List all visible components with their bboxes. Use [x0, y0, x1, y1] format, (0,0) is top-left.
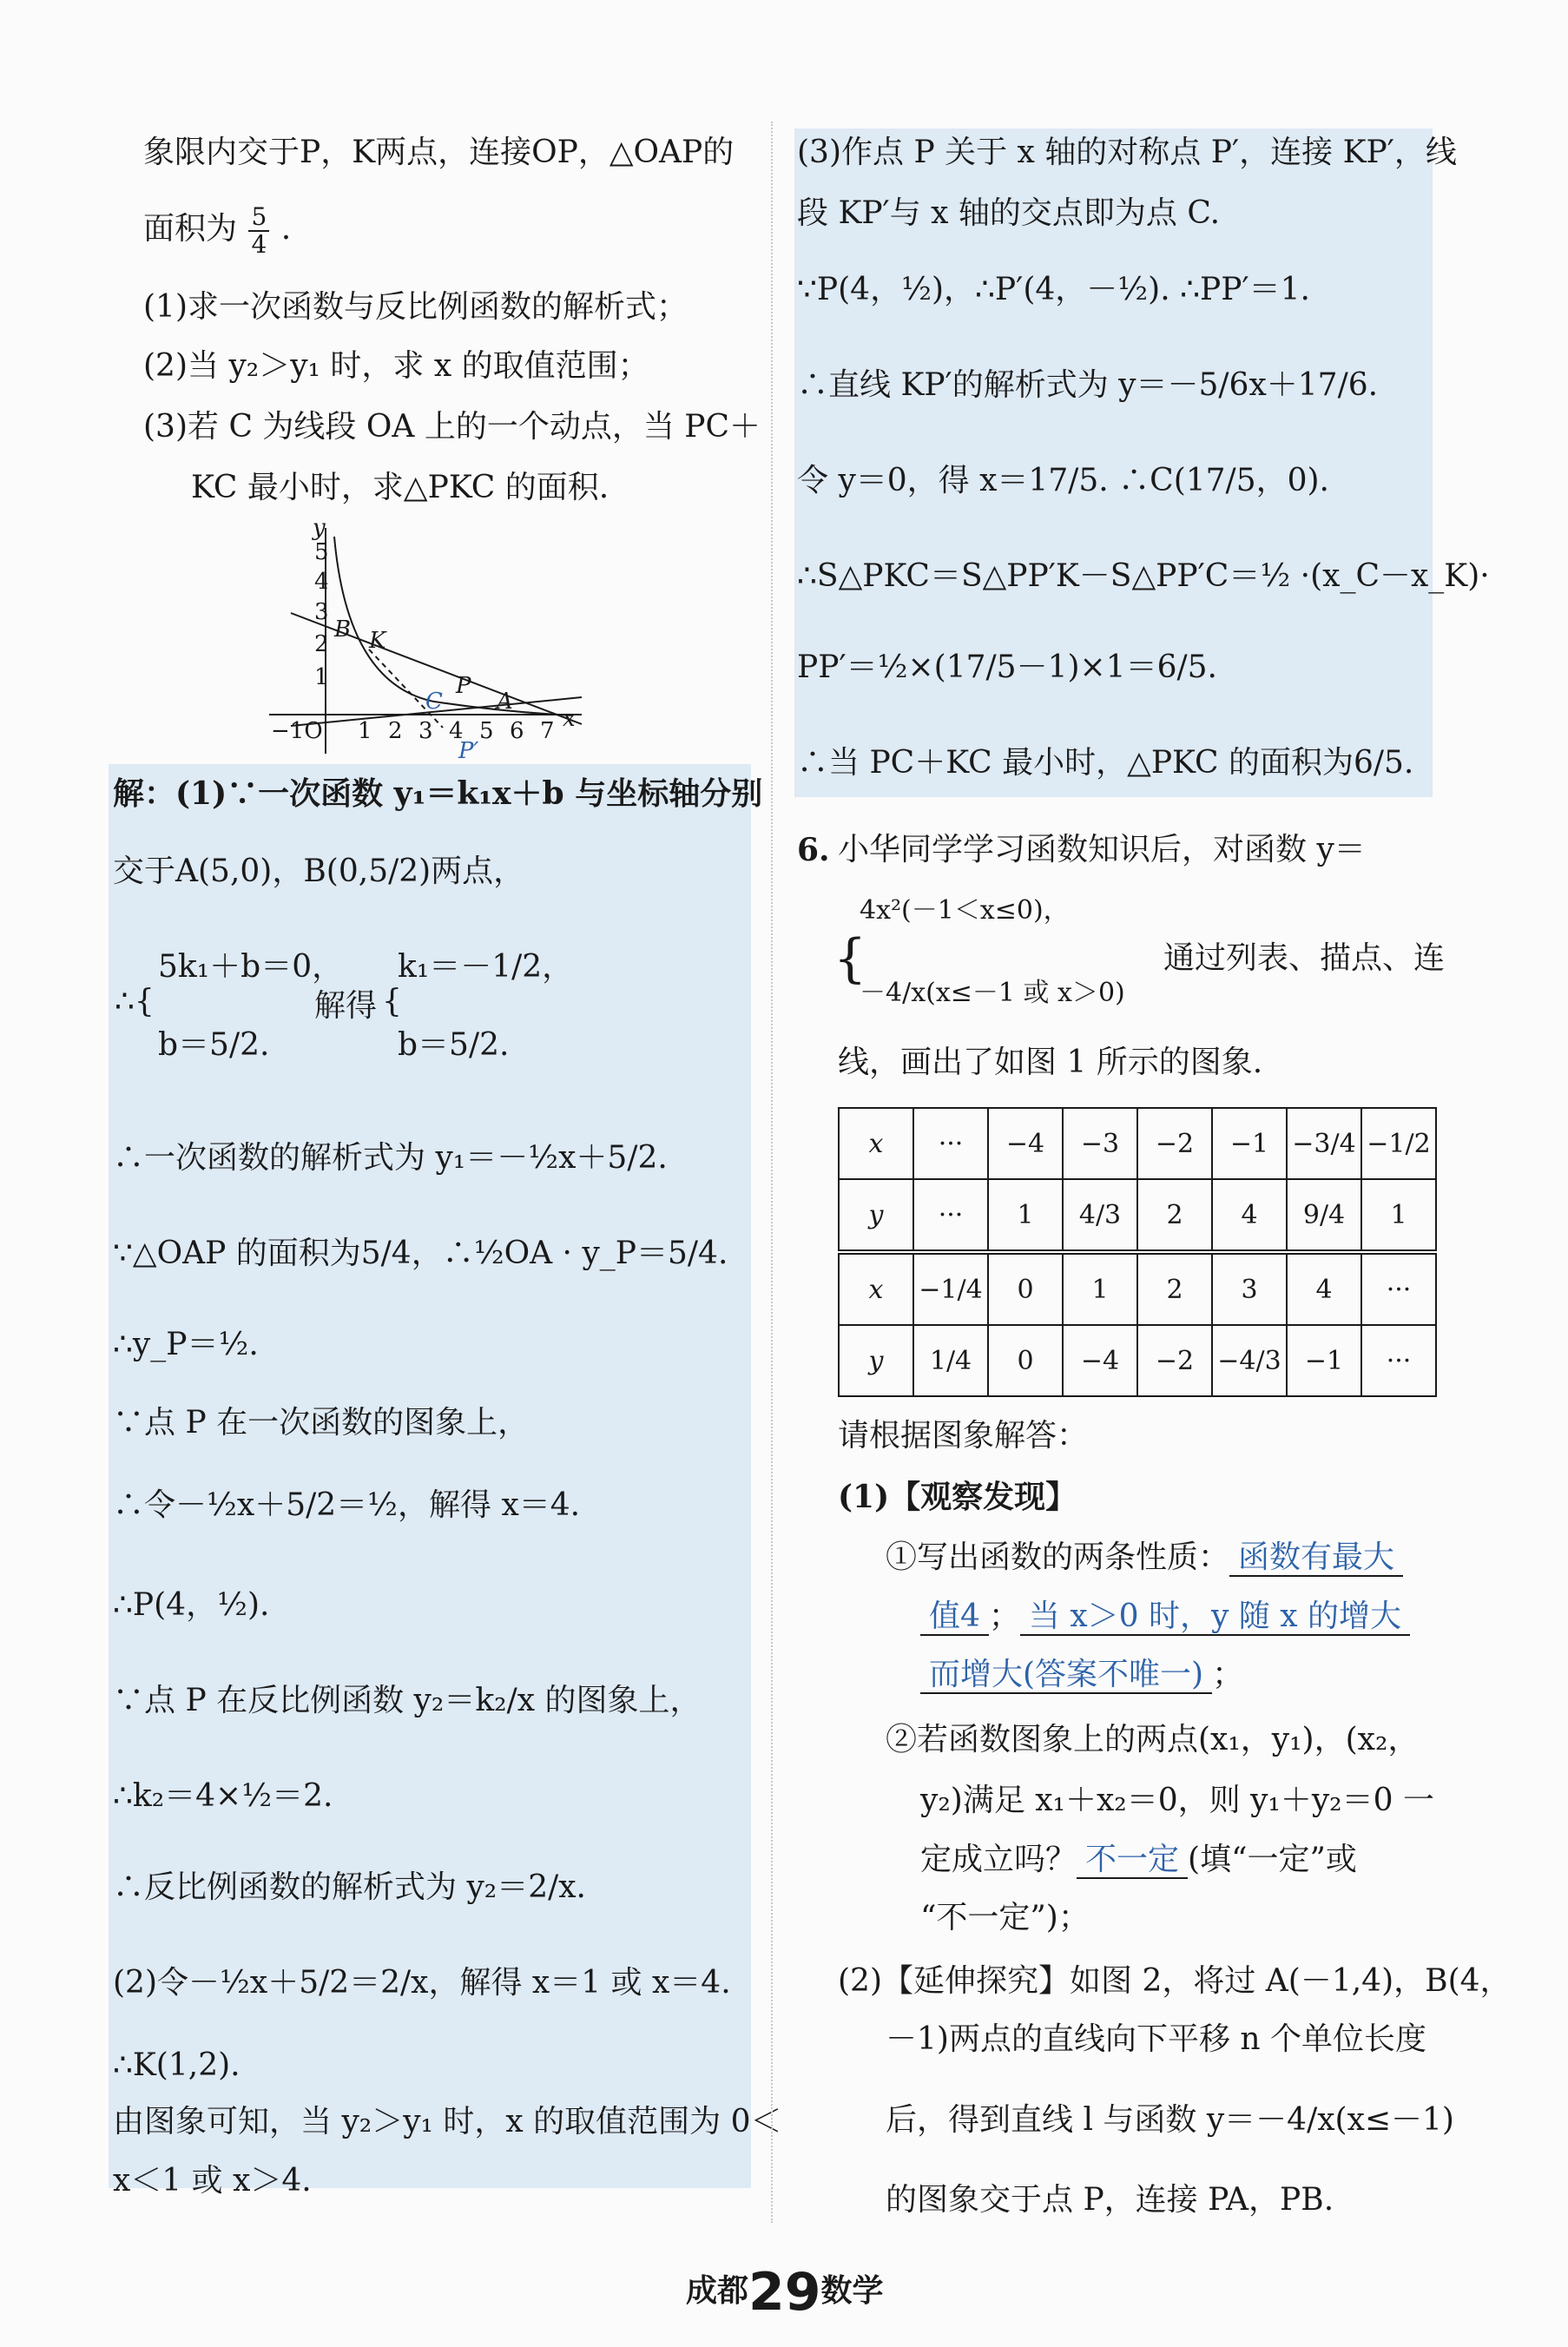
solution-line-1: 解：(1)∵一次函数 y₁＝k₁x＋b 与坐标轴分别	[113, 775, 763, 812]
table-cell: −3	[1063, 1108, 1137, 1179]
part-1-q2-line2: y₂)满足 x₁＋x₂＝0，则 y₁＋y₂＝0 一	[920, 1783, 1434, 1818]
graph-label-x: x	[563, 706, 576, 732]
piecewise-brace: {	[833, 928, 867, 989]
piecewise-2: －4/x(x≤－1 或 x＞0)	[860, 978, 1125, 1008]
table-cell: 1	[1063, 1252, 1137, 1325]
table-cell: x	[839, 1252, 913, 1325]
table-cell: x	[839, 1108, 913, 1179]
table-cell: 9/4	[1287, 1179, 1361, 1252]
page-footer	[686, 2262, 884, 2323]
part-2-line4: 的图象交于点 P，连接 PA，PB.	[886, 2182, 1334, 2218]
table-cell: −3/4	[1287, 1108, 1361, 1179]
solution-line-3: ∴一次函数的解析式为 y₁＝－½x＋5/2.	[113, 1140, 668, 1176]
table-cell: y	[839, 1325, 913, 1396]
right-solution-line-1: (3)作点 P 关于 x 轴的对称点 P′，连接 KP′，线	[797, 135, 1457, 170]
right-solution-line-8: ∴当 PC＋KC 最小时，△PKC 的面积为6/5.	[797, 745, 1414, 781]
table-row	[839, 1325, 1436, 1396]
table-cell: 0	[988, 1325, 1063, 1396]
right-solution-line-7: PP′＝½×(17/5－1)×1＝6/5.	[797, 649, 1217, 685]
part-2-line1: (2)【延伸探究】如图 2，将过 A(－1,4)，B(4，	[838, 1963, 1512, 1999]
graph-tick-1: 1	[314, 664, 329, 690]
solution-line-11: ∴反比例函数的解析式为 y₂＝2/x.	[113, 1869, 586, 1905]
graph-xtick-3: 3	[418, 718, 433, 744]
table-cell: ···	[1361, 1252, 1436, 1325]
part-2-line3: 后，得到直线 l 与函数 y＝－4/x(x≤－1)	[886, 2102, 1454, 2138]
solution-line-12: (2)令－½x＋5/2＝2/x，解得 x＝1 或 x＝4.	[113, 1965, 731, 2001]
table-cell: y	[839, 1179, 913, 1252]
table-cell: ···	[913, 1108, 988, 1179]
solution-line-4: ∵△OAP 的面积为5/4，∴½OA · y_P＝5/4.	[113, 1236, 728, 1271]
solution-system-right-a: k₁＝－1/2，	[398, 949, 574, 985]
graph-point-p-prime: P′	[458, 738, 479, 762]
table-cell: 4/3	[1063, 1179, 1137, 1252]
solution-line-6: ∵点 P 在一次函数的图象上，	[113, 1405, 530, 1441]
table-cell: −4	[988, 1108, 1063, 1179]
solution-line-15: x＜1 或 x＞4.	[113, 2163, 312, 2199]
solution-line-5: ∴y_P＝½.	[113, 1327, 259, 1362]
table-row	[839, 1108, 1436, 1179]
solution-line-7: ∴令－½x＋5/2＝½，解得 x＝4.	[113, 1487, 581, 1523]
right-solution-line-6: ∴S△PKC＝S△PP′K－S△PP′C＝½ ·(x_C－x_K)·	[797, 558, 1490, 594]
table-row	[839, 1179, 1436, 1252]
answer-1b: 值4	[920, 1599, 989, 1636]
right-solution-line-3: ∵P(4，½)，∴P′(4，－½). ∴PP′＝1.	[797, 272, 1310, 307]
solution-system-brace-right: {	[382, 984, 402, 1019]
table-cell: ···	[1361, 1325, 1436, 1396]
footer-page-number: 29	[748, 2262, 821, 2323]
graph-tick-4: 4	[314, 569, 329, 595]
graph-point-p: P	[456, 673, 471, 699]
graph-point-b: B	[334, 616, 352, 643]
table-cell: 4	[1287, 1252, 1361, 1325]
table-cell: 1	[988, 1179, 1063, 1252]
function-graph	[260, 519, 590, 762]
solution-system-brace-left: ∴{	[115, 984, 155, 1019]
solution-line-13: ∴K(1,2).	[113, 2047, 240, 2083]
table-cell: 0	[988, 1252, 1063, 1325]
table-cell: −1/2	[1361, 1108, 1436, 1179]
table-row	[839, 1252, 1436, 1325]
graph-tick-5: 5	[314, 539, 329, 565]
footer-city: 成都	[686, 2273, 749, 2309]
question-6-number: 6.	[797, 832, 830, 868]
graph-xtick-6: 6	[510, 718, 524, 744]
solution-system-mid: 解得	[314, 988, 378, 1024]
part-2-line2: －1)两点的直线向下平移 n 个单位长度	[886, 2021, 1427, 2057]
graph-label-y: y	[313, 519, 326, 541]
table-cell: −2	[1137, 1108, 1212, 1179]
table-cell: 1	[1361, 1179, 1436, 1252]
part-1-heading: (1)【观察发现】	[838, 1479, 1077, 1515]
solution-line-9: ∵点 P 在反比例函数 y₂＝k₂/x 的图象上，	[113, 1683, 702, 1718]
column-divider	[771, 122, 773, 2223]
right-solution-line-5: 令 y＝0，得 x＝17/5. ∴C(17/5，0).	[797, 463, 1329, 498]
solution-system-left-a: 5k₁＋b＝0，	[158, 949, 344, 985]
part-1-q2-line4: “不一定”)；	[920, 1900, 1090, 1935]
piecewise-1: 4x²(－1＜x≤0)，	[860, 895, 1070, 926]
solution-system-left-b: b＝5/2.	[158, 1027, 270, 1063]
graph-point-a: A	[497, 689, 513, 715]
solution-system-right-b: b＝5/2.	[398, 1027, 510, 1063]
table-cell: 1/4	[913, 1325, 988, 1396]
graph-xtick-2: 2	[388, 718, 403, 744]
part-1-q2-line3: 定成立吗？ 不一定 (填“一定”或	[920, 1842, 1357, 1877]
problem-intro-line1: 象限内交于P，K两点，连接OP，△OAP的	[143, 135, 735, 170]
solution-line-8: ∴P(4，½).	[113, 1587, 270, 1623]
graph-xtick-1: 1	[358, 718, 372, 744]
table-cell: −2	[1137, 1325, 1212, 1396]
answer-2b: 而增大(答案不唯一)	[920, 1657, 1212, 1694]
graph-label-origin: −1O	[271, 718, 323, 744]
part-1-q1: ①写出函数的两条性质： 函数有最大	[886, 1537, 1403, 1579]
solution-line-2: 交于A(5,0)，B(0,5/2)两点，	[113, 854, 525, 889]
value-table	[838, 1107, 1437, 1397]
table-cell: −1	[1287, 1325, 1361, 1396]
graph-tick-2: 2	[314, 631, 329, 657]
table-cell: −4/3	[1212, 1325, 1287, 1396]
right-solution-line-2: 段 KP′与 x 轴的交点即为点 C.	[797, 195, 1221, 231]
problem-intro-line2: 面积为 $\frac{5}{4}$ .	[143, 202, 292, 259]
table-cell: 2	[1137, 1252, 1212, 1325]
question-2: (2)当 y₂＞y₁ 时，求 x 的取值范围；	[143, 348, 649, 384]
question-6-line-a: 小华同学学习函数知识后，对函数 y＝	[838, 832, 1366, 867]
graph-point-c: C	[425, 689, 443, 715]
table-cell: −1	[1212, 1108, 1287, 1179]
graph-xtick-4: 4	[449, 718, 464, 744]
table-cell: ···	[913, 1179, 988, 1252]
graph-tick-3: 3	[314, 599, 329, 625]
part-1-q1-line2: 值4 ； 当 x＞0 时，y 随 x 的增大	[920, 1596, 1410, 1638]
table-cell: 4	[1212, 1179, 1287, 1252]
footer-subject: 数学	[820, 2273, 884, 2309]
graph-point-k: K	[369, 628, 386, 654]
table-cell: −4	[1063, 1325, 1137, 1396]
graph-xtick-5: 5	[479, 718, 494, 744]
question-6-line-b: 通过列表、描点、连	[1163, 940, 1446, 976]
answer-1a: 函数有最大	[1229, 1539, 1403, 1577]
part-1-q2-line1: ②若函数图象上的两点(x₁，y₁)，(x₂，	[886, 1722, 1420, 1757]
question-3-line2: KC 最小时，求△PKC 的面积.	[191, 470, 609, 505]
table-cell: −1/4	[913, 1252, 988, 1325]
graph-xtick-7: 7	[540, 718, 555, 744]
answer-3: 不一定	[1077, 1842, 1188, 1879]
table-cell: 2	[1137, 1179, 1212, 1252]
table-cell: 3	[1212, 1252, 1287, 1325]
answer-2a: 当 x＞0 时，y 随 x 的增大	[1020, 1599, 1410, 1636]
question-3-line1: (3)若 C 为线段 OA 上的一个动点，当 PC＋	[143, 409, 761, 445]
part-1-q1-line3: 而增大(答案不唯一) ；	[920, 1654, 1243, 1696]
right-solution-line-4: ∴直线 KP′的解析式为 y＝－5/6x＋17/6.	[797, 367, 1379, 403]
question-6-line-c: 线，画出了如图 1 所示的图象.	[838, 1045, 1263, 1080]
fraction-5-4: $\frac{5}{4}$	[248, 204, 269, 258]
solution-line-14: 由图象可知，当 y₂＞y₁ 时，x 的取值范围为 0＜	[113, 2104, 782, 2139]
question-1: (1)求一次函数与反比例函数的解析式；	[143, 289, 688, 325]
ask-line: 请根据图象解答：	[838, 1418, 1089, 1454]
solution-line-10: ∴k₂＝4×½＝2.	[113, 1778, 333, 1814]
hyperbola-curve	[334, 537, 573, 715]
